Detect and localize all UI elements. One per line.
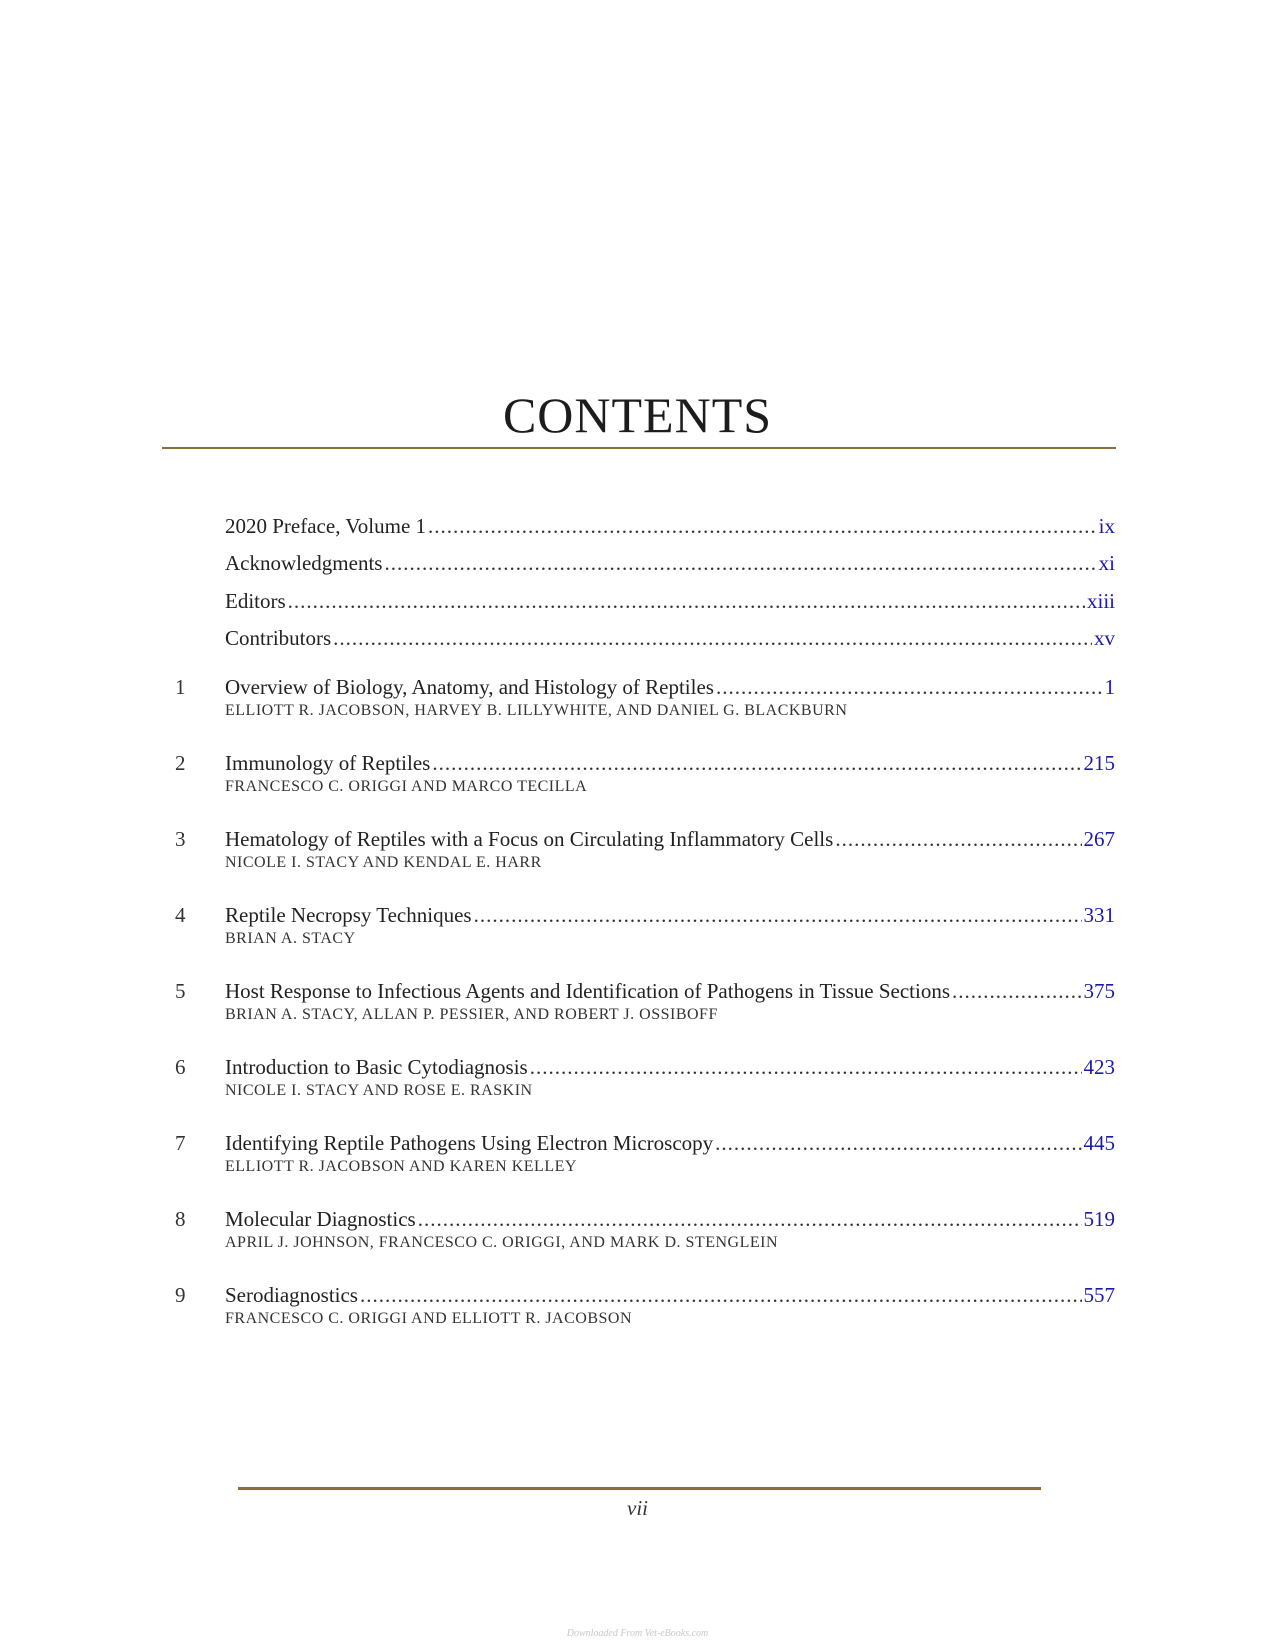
toc-entry-chapter-8[interactable] — [225, 1206, 1115, 1232]
chapter-number: 2 — [175, 751, 186, 775]
entry-page-link[interactable]: ix — [1098, 514, 1115, 538]
entry-title: Reptile Necropsy Techniques — [225, 903, 472, 927]
dot-leader — [530, 1054, 1082, 1080]
entry-title: 2020 Preface, Volume 1 — [225, 514, 427, 538]
toc-entry-chapter-3[interactable] — [225, 826, 1115, 852]
entry-title: Acknowledgments — [225, 551, 383, 575]
entry-title: Molecular Diagnostics — [225, 1207, 416, 1231]
toc-entry-preface[interactable] — [225, 513, 1115, 539]
dot-leader — [715, 1130, 1081, 1156]
chapter-number: 6 — [175, 1055, 186, 1079]
entry-title: Hematology of Reptiles with a Focus on Circulating Inflammatory Cells — [225, 827, 834, 851]
toc-entry-chapter-2[interactable] — [225, 750, 1115, 776]
chapter-number: 7 — [175, 1131, 186, 1155]
entry-title: Identifying Reptile Pathogens Using Electron Microscopy — [225, 1131, 714, 1155]
entry-title: Editors — [225, 589, 286, 613]
toc-entry-chapter-1[interactable] — [225, 674, 1115, 700]
chapter-number: 3 — [175, 827, 186, 851]
entry-title: Contributors — [225, 626, 332, 650]
page-number: vii — [627, 1496, 648, 1520]
chapter-number: 8 — [175, 1207, 186, 1231]
chapter-authors: ELLIOTT R. JACOBSON AND KAREN KELLEY — [225, 1158, 577, 1175]
chapter-authors: FRANCESCO C. ORIGGI AND ELLIOTT R. JACOBSON — [225, 1310, 633, 1327]
dot-leader — [952, 978, 1081, 1004]
dot-leader — [428, 513, 1097, 539]
chapter-authors: APRIL J. JOHNSON, FRANCESCO C. ORIGGI, AND MARK D. STENGLEIN — [225, 1234, 778, 1251]
chapter-authors: NICOLE I. STACY AND ROSE E. RASKIN — [225, 1082, 533, 1099]
dot-leader — [288, 588, 1085, 614]
dot-leader — [418, 1206, 1082, 1232]
dot-leader — [716, 674, 1103, 700]
chapter-authors: NICOLE I. STACY AND KENDAL E. HARR — [225, 854, 542, 871]
entry-page-link[interactable]: 267 — [1083, 827, 1115, 851]
chapter-authors: FRANCESCO C. ORIGGI AND MARCO TECILLA — [225, 778, 588, 795]
entry-page-link[interactable]: 215 — [1083, 751, 1115, 775]
dot-leader — [474, 902, 1082, 928]
dot-leader — [360, 1282, 1082, 1308]
title-rule — [162, 447, 1116, 449]
footer-rule — [238, 1487, 1041, 1490]
entry-page-link[interactable]: xiii — [1086, 589, 1115, 613]
download-watermark: Downloaded From Vet-eBooks.com — [566, 1628, 709, 1639]
entry-title: Serodiagnostics — [225, 1283, 358, 1307]
entry-page-link[interactable]: 331 — [1083, 903, 1115, 927]
toc-entry-chapter-7[interactable] — [225, 1130, 1115, 1156]
toc-entry-chapter-6[interactable] — [225, 1054, 1115, 1080]
entry-page-link[interactable]: xi — [1098, 551, 1115, 575]
entry-title: Introduction to Basic Cytodiagnosis — [225, 1055, 528, 1079]
entry-page-link[interactable]: 375 — [1083, 979, 1115, 1003]
entry-page-link[interactable]: 423 — [1083, 1055, 1115, 1079]
chapter-authors: ELLIOTT R. JACOBSON, HARVEY B. LILLYWHITE, AND DANIEL G. BLACKBURN — [225, 702, 848, 719]
dot-leader — [432, 750, 1081, 776]
entry-title: Overview of Biology, Anatomy, and Histology of Reptiles — [225, 675, 714, 699]
entry-title: Immunology of Reptiles — [225, 751, 431, 775]
toc-entry-chapter-4[interactable] — [225, 902, 1115, 928]
entry-page-link[interactable]: xv — [1094, 626, 1115, 650]
toc-entry-editors[interactable] — [225, 588, 1115, 614]
dot-leader — [384, 550, 1096, 576]
chapter-number: 4 — [175, 903, 186, 927]
entry-page-link[interactable]: 1 — [1104, 675, 1115, 699]
chapter-authors: BRIAN A. STACY, ALLAN P. PESSIER, AND ROBERT J. OSSIBOFF — [225, 1006, 718, 1023]
chapter-number: 1 — [175, 675, 186, 699]
entry-title: Host Response to Infectious Agents and Identification of Pathogens in Tissue Sections — [225, 979, 951, 1003]
entry-page-link[interactable]: 557 — [1083, 1283, 1115, 1307]
page-title: CONTENTS — [502, 387, 773, 443]
entry-page-link[interactable]: 445 — [1083, 1131, 1115, 1155]
toc-entry-chapter-9[interactable] — [225, 1282, 1115, 1308]
dot-leader — [333, 625, 1092, 651]
dot-leader — [835, 826, 1081, 852]
entry-page-link[interactable]: 519 — [1083, 1207, 1115, 1231]
toc-entry-acknowledgments[interactable] — [225, 550, 1115, 576]
toc-entry-chapter-5[interactable] — [225, 978, 1115, 1004]
toc-entry-contributors[interactable] — [225, 625, 1115, 651]
chapter-number: 5 — [175, 979, 186, 1003]
chapter-number: 9 — [175, 1283, 186, 1307]
chapter-authors: BRIAN A. STACY — [225, 930, 356, 947]
